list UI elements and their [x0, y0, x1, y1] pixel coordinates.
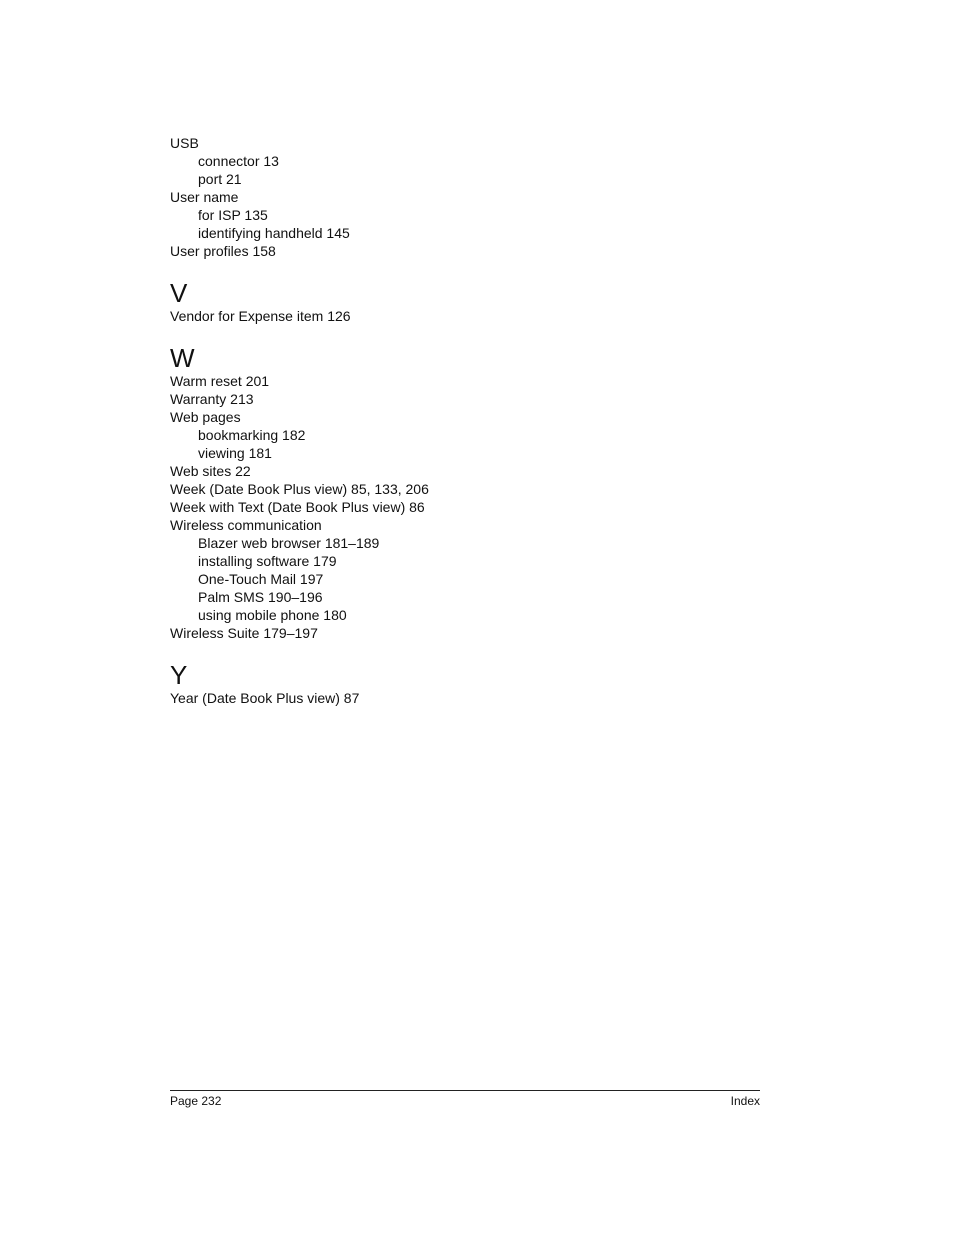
index-subentry: port 21 [198, 171, 242, 187]
index-entry: Web sites 22 [170, 463, 251, 479]
index-entry: Web pages [170, 409, 241, 425]
index-subentry: identifying handheld 145 [198, 225, 350, 241]
index-entry: USB [170, 135, 199, 151]
section-u [170, 134, 770, 260]
index-subentry: bookmarking 182 [198, 427, 306, 443]
index-entry: Week with Text (Date Book Plus view) 86 [170, 499, 425, 515]
index-subentry: viewing 181 [198, 445, 272, 461]
index-subentry: using mobile phone 180 [198, 607, 347, 623]
section-v [170, 280, 770, 325]
index-list [170, 134, 770, 707]
index-entry: User profiles 158 [170, 243, 276, 259]
index-entry: Warranty 213 [170, 391, 254, 407]
index-subentry: for ISP 135 [198, 207, 268, 223]
index-entry: Wireless Suite 179–197 [170, 625, 318, 641]
page-number: Page 232 [170, 1094, 222, 1108]
footer-divider [170, 1090, 760, 1091]
index-subentry: Palm SMS 190–196 [198, 589, 323, 605]
index-subentry: Blazer web browser 181–189 [198, 535, 380, 551]
index-subentry: installing software 179 [198, 553, 337, 569]
index-entry: User name [170, 189, 239, 205]
index-entry: Year (Date Book Plus view) 87 [170, 690, 360, 706]
section-name: Index [730, 1094, 760, 1108]
index-entry: Warm reset 201 [170, 373, 270, 389]
section-letter-y: Y [170, 660, 188, 690]
index-subentry: One-Touch Mail 197 [198, 571, 324, 587]
section-letter-w: W [170, 343, 195, 373]
section-w [170, 345, 770, 642]
index-subentry: connector 13 [198, 153, 279, 169]
section-letter-v: V [170, 278, 188, 308]
section-y [170, 662, 770, 707]
index-entry: Week (Date Book Plus view) 85, 133, 206 [170, 481, 429, 497]
index-entry: Wireless communication [170, 517, 322, 533]
index-entry: Vendor for Expense item 126 [170, 308, 351, 324]
